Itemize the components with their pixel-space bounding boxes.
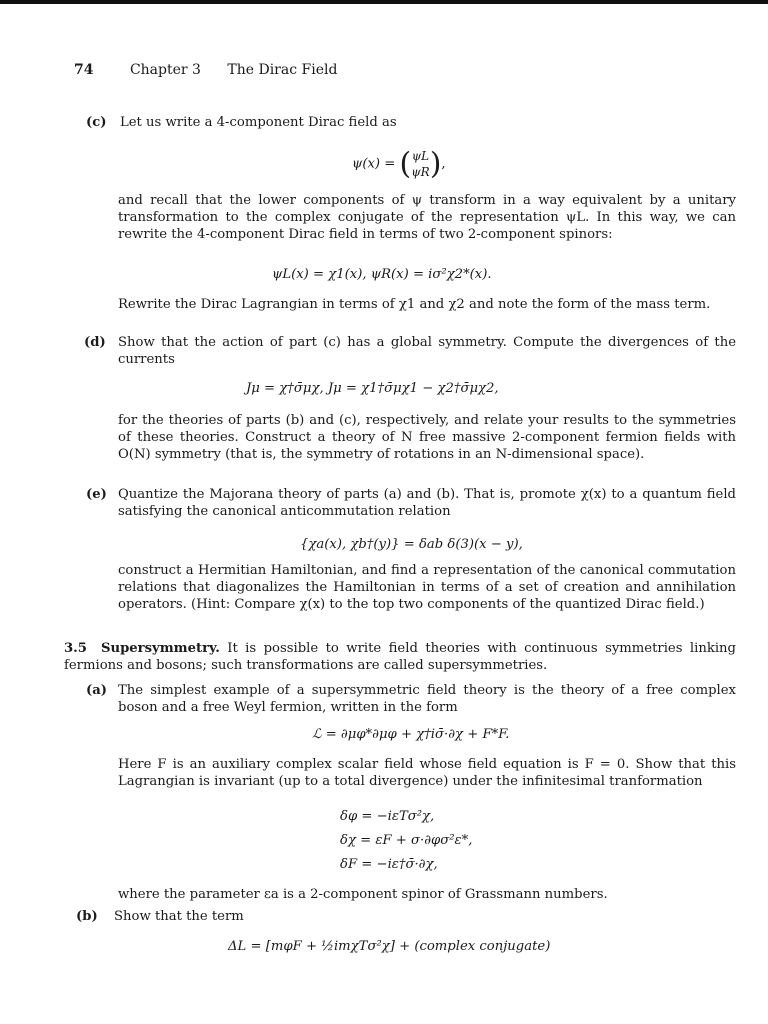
- part-a-intro: The simplest example of a supersymmetric field theory is the theory of a free complex boson and a free Weyl fermion, written in the form: [118, 683, 736, 716]
- part-d-intro: Show that the action of part (c) has a global symmetry. Compute the divergences of the currents: [118, 335, 736, 368]
- eq-lhs: ψ(x) =: [352, 156, 400, 172]
- part-a-paragraph: Here F is an auxiliary complex scalar field whose field equation is F = 0. Show that this Lagrangian is invariant (up to a total divergence) under the infinitesimal tranformation: [118, 757, 736, 790]
- problem-text: It is possible to write field theories with continuous symmetries linking fermions and bosons; such transformations are called supersymmetries.: [64, 641, 736, 674]
- part-a-label: (a): [86, 683, 108, 698]
- problem-3-5: [64, 640, 736, 674]
- part-e-paragraph: construct a Hermitian Hamiltonian, and find a representation of the canonical commutation relations that diagonalizes the Hamiltonian in terms of a set of creation and annihilation operators. (Hint: Compare χ(x) to the top two components of the quantized Dirac field.): [118, 563, 736, 613]
- part-e-label: (e): [86, 487, 107, 502]
- equation-susy-transform-3: δF = −iε†σ̄·∂χ,: [340, 857, 438, 872]
- equation-spinor-decomposition: ψL(x) = χ1(x), ψR(x) = iσ²χ2*(x).: [272, 267, 492, 282]
- part-c-paragraph: and recall that the lower components of ψ transform in a way equivalent by a unitary transformation to the complex conjugate of the representation ψL. In this way, we can rewrite the 4-component Dirac field in terms of two 2-component spinors:: [118, 193, 736, 243]
- equation-susy-transform-2: δχ = εF + σ·∂φσ²ε*,: [340, 833, 473, 848]
- equation-currents: Jμ = χ†σ̄μχ, Jμ = χ1†σ̄μχ1 − χ2†σ̄μχ2,: [246, 381, 499, 396]
- eq-tail: ,: [441, 156, 446, 172]
- chapter-label: Chapter 3: [129, 62, 201, 78]
- part-d-paragraph: for the theories of parts (b) and (c), respectively, and relate your results to the symmetries of these theories. Construct a theory of N free massive 2-component fermion fields with O(N) symmetry (that is, the symmetry of rotations in an N-dimensional space).: [118, 413, 736, 463]
- part-b-label: (b): [76, 909, 98, 924]
- problem-title: Supersymmetry.: [100, 641, 220, 656]
- vec-bottom: ψR: [411, 165, 430, 179]
- chapter-title: The Dirac Field: [227, 62, 338, 78]
- page-number: 74: [74, 62, 94, 78]
- equation-dirac-field: ψ(x) = (ψL ψR),: [352, 146, 446, 182]
- part-e-intro: Quantize the Majorana theory of parts (a) and (b). That is, promote χ(x) to a quantum field satisfying the canonical anticommutation relation: [118, 487, 736, 520]
- vec-top: ψL: [411, 149, 430, 163]
- problem-number: 3.5: [64, 641, 87, 656]
- part-a-tail: where the parameter εa is a 2-component spinor of Grassmann numbers.: [118, 887, 608, 902]
- part-b-intro: Show that the term: [114, 909, 244, 924]
- running-header: [74, 62, 337, 79]
- part-d-label: (d): [84, 335, 106, 350]
- equation-lagrangian: ℒ = ∂μφ*∂μφ + χ†iσ̄·∂χ + F*F.: [312, 727, 510, 742]
- part-c-intro: Let us write a 4-component Dirac field as: [120, 115, 397, 130]
- part-c-label: (c): [86, 115, 107, 130]
- equation-mass-term: ΔL = [mφF + ½imχTσ²χ] + (complex conjugate): [228, 939, 551, 954]
- part-c-tail: Rewrite the Dirac Lagrangian in terms of χ1 and χ2 and note the form of the mass term.: [118, 297, 711, 312]
- equation-susy-transform-1: δφ = −iεTσ²χ,: [340, 809, 435, 824]
- equation-anticommutator: {χa(x), χb†(y)} = δab δ(3)(x − y),: [300, 537, 523, 552]
